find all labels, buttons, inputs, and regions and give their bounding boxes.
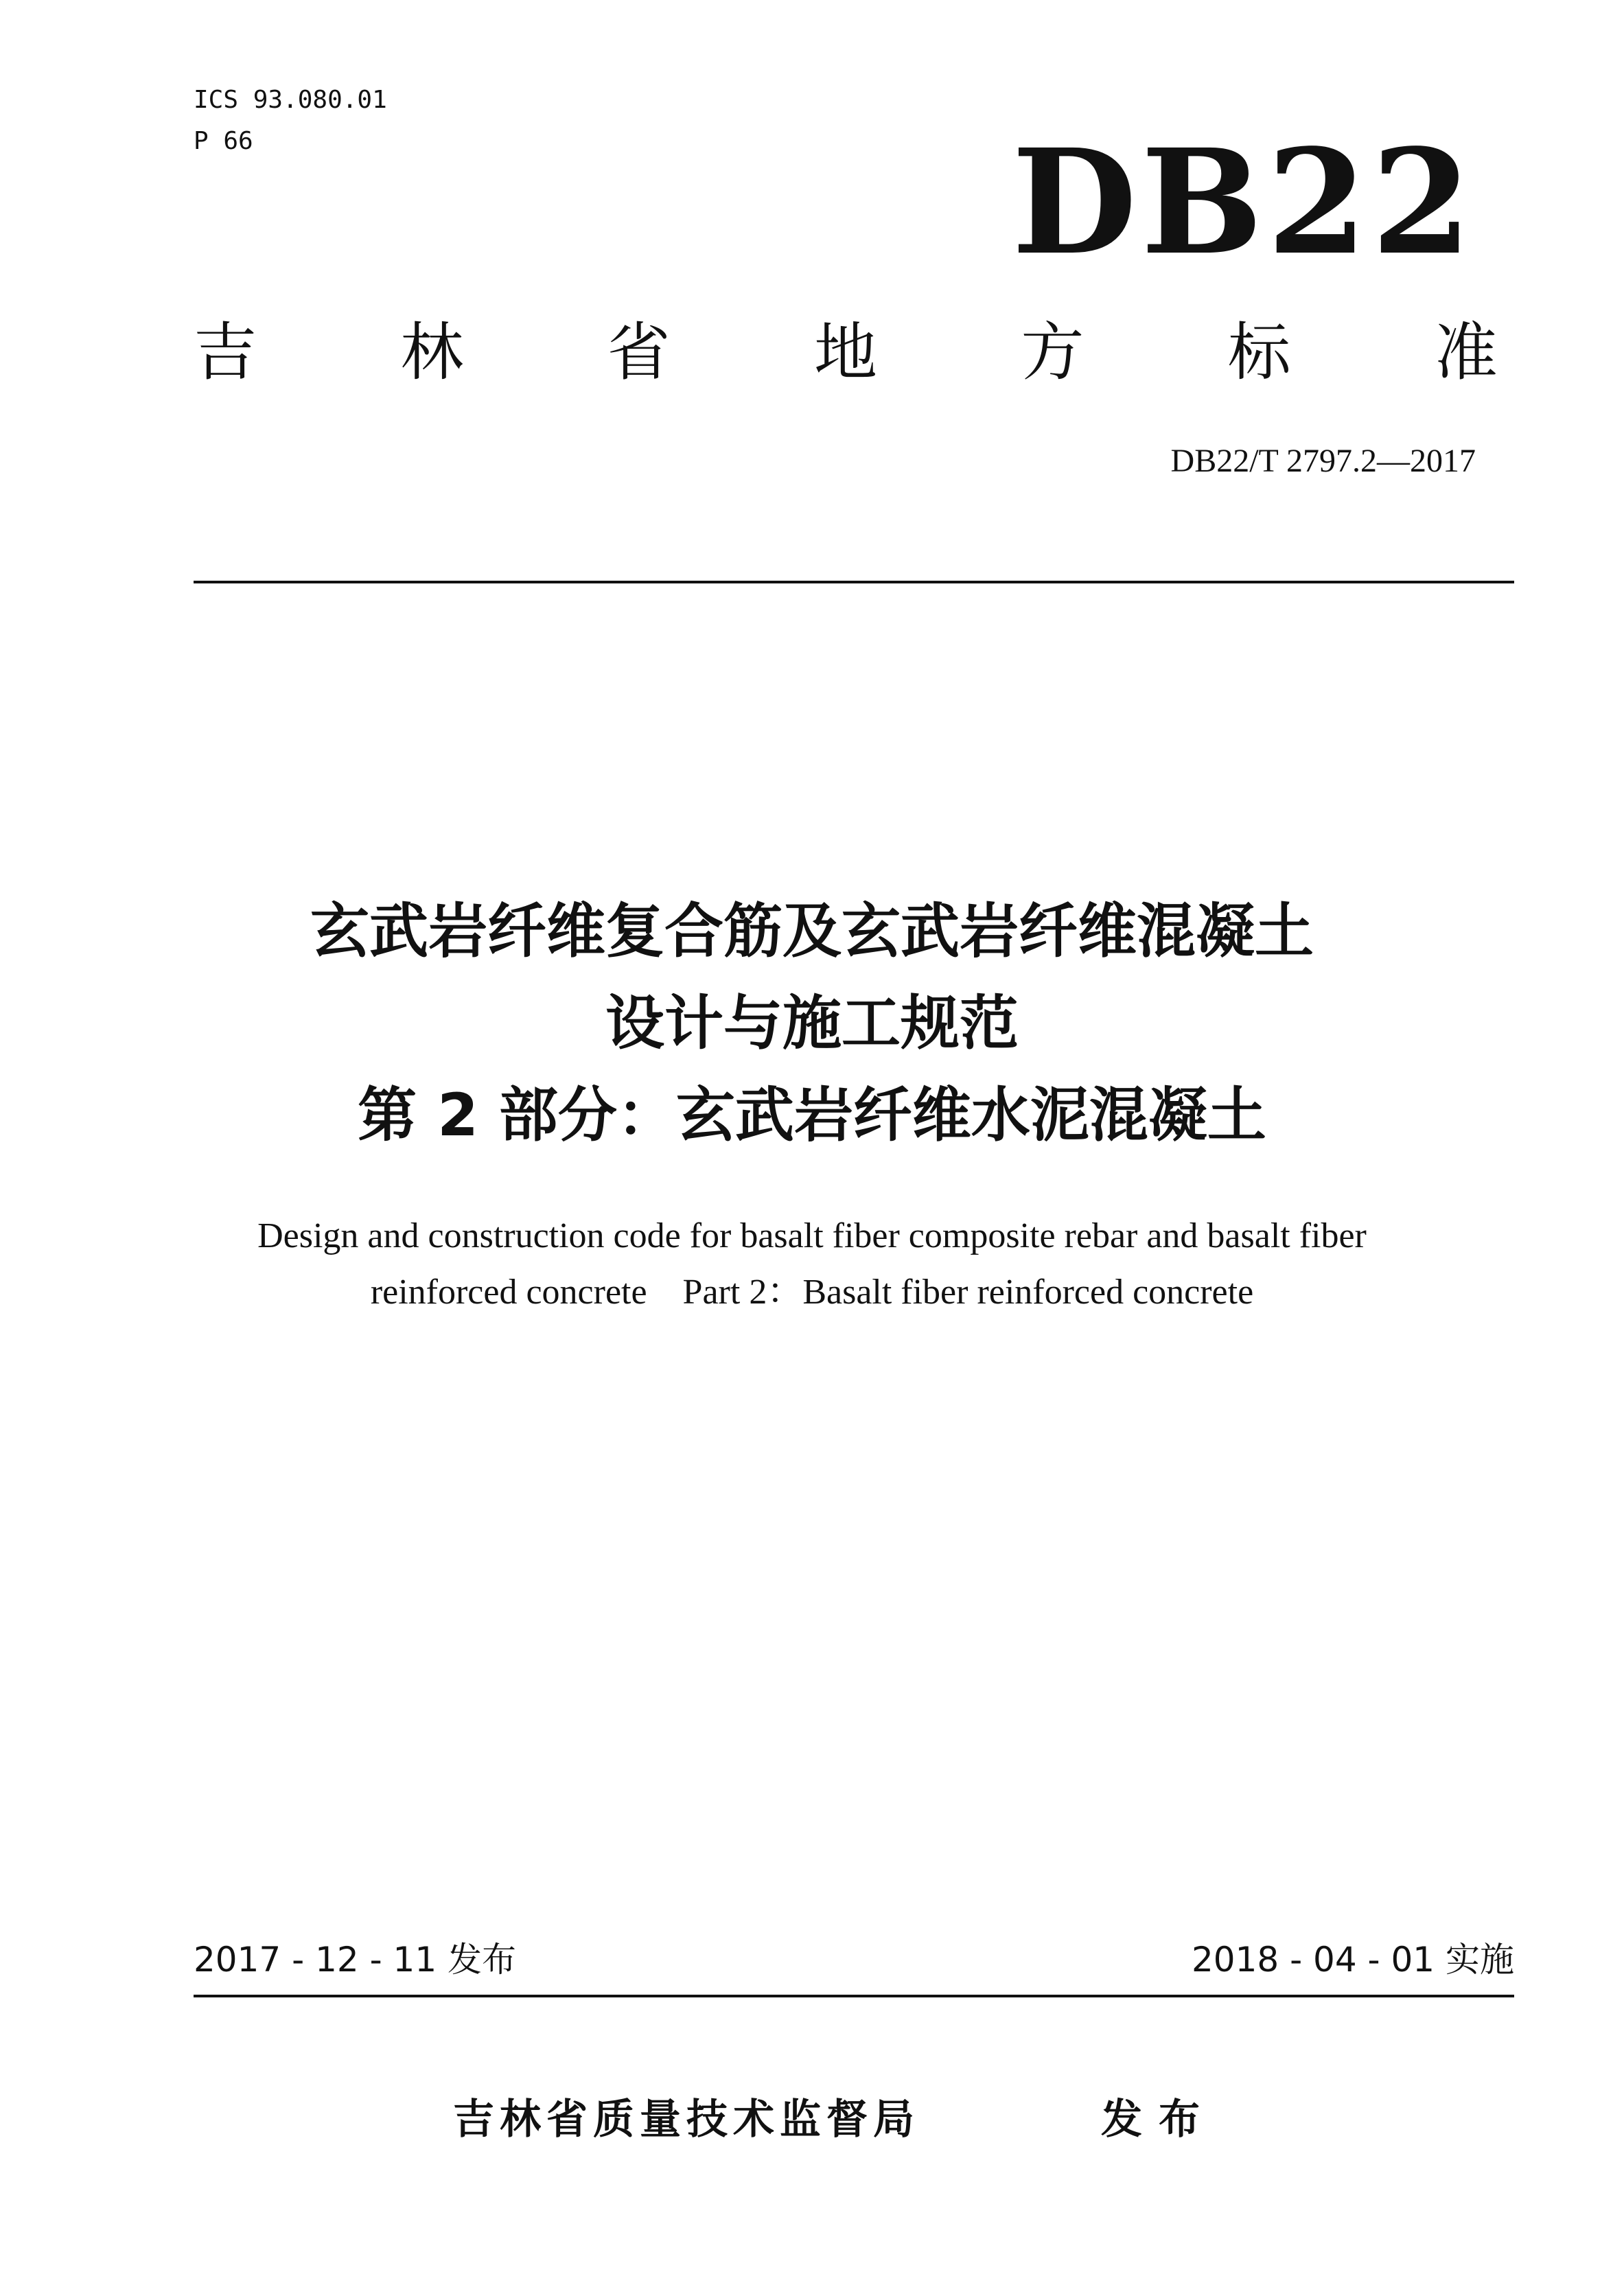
heading-char: 省 (607, 316, 671, 389)
publish-label: 发布 (1101, 2096, 1216, 2144)
english-title-line-2: reinforced concrete Part 2：Basalt fiber reinforced concrete (370, 1273, 1254, 1312)
bottom-divider (194, 1995, 1514, 1997)
english-title (0, 1208, 1624, 1321)
heading-char: 标 (1227, 316, 1291, 389)
heading-char: 方 (1021, 316, 1084, 389)
heading-char: 准 (1434, 316, 1498, 389)
publisher-name: 吉林省质量技术监督局 (453, 2096, 920, 2144)
ics-code: ICS 93.080.01 (194, 86, 387, 114)
title-line-1: 玄武岩纤维复合筋及玄武岩纤维混凝土 (310, 897, 1314, 966)
title-line-2: 设计与施工规范 (605, 989, 1019, 1058)
chinese-title (0, 885, 1624, 1161)
provincial-standard-heading (194, 316, 1498, 389)
db22-logo: DB22 (1012, 117, 1476, 287)
top-divider (194, 581, 1514, 583)
implementation-date: 2018 - 04 - 01 实施 (1191, 1940, 1514, 1980)
heading-char: 吉 (194, 316, 257, 389)
standard-number: DB22/T 2797.2—2017 (1170, 443, 1476, 479)
title-line-3: 第 2 部分：玄武岩纤维水泥混凝土 (358, 1081, 1266, 1150)
issue-date: 2017 - 12 - 11 发布 (194, 1940, 517, 1980)
heading-char: 地 (813, 316, 877, 389)
heading-char: 林 (400, 316, 464, 389)
ccs-code: P 66 (194, 127, 253, 155)
english-title-line-1: Design and construction code for basalt fiber composite rebar and basalt fiber (257, 1216, 1367, 1255)
